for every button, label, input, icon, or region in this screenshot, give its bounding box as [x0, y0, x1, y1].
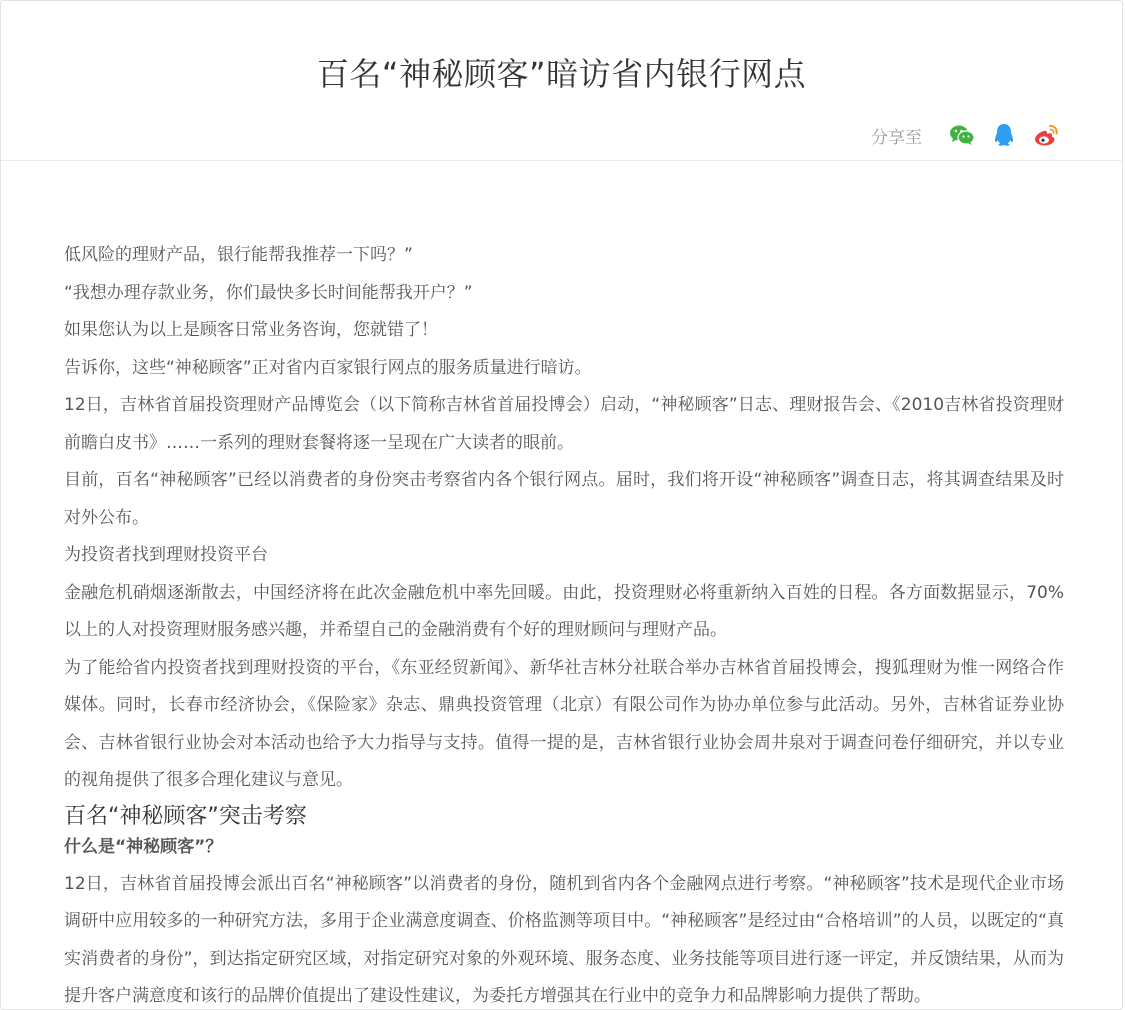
weibo-icon[interactable]: [1032, 121, 1060, 149]
article-paragraph: 为了能给省内投资者找到理财投资的平台，《东亚经贸新闻》、新华社吉林分社联合举办吉林省首届投博会，搜狐理财为惟一网络合作媒体。同时，长春市经济协会，《保险家》杂志、鼎典投资管理（北京）有限公司作为协办单位参与此活动。另外，吉林省证券业协会、吉林省银行业协会对本活动也给予大力指导与支持。值得一提的是，吉林省银行业协会周井泉对于调查问卷仔细研究，并以专业的视角提供了很多合理化建议与意见。: [64, 650, 1064, 800]
article-paragraph: 金融危机硝烟逐渐散去，中国经济将在此次金融危机中率先回暖。由此，投资理财必将重新纳入百姓的日程。各方面数据显示，70%以上的人对投资理财服务感兴趣，并希望自己的金融消费有个好的理财顾问与理财产品。: [64, 575, 1064, 650]
article-header: [1, 1, 1122, 161]
article-paragraph: 如果您认为以上是顾客日常业务咨询，您就错了！: [64, 312, 1064, 350]
article-title: 百名“神秘顾客”暗访省内银行网点: [1, 51, 1122, 97]
article-paragraph: 12日，吉林省首届投博会派出百名“神秘顾客”以消费者的身份，随机到省内各个金融网点进行考察。“神秘顾客”技术是现代企业市场调研中应用较多的一种研究方法，多用于企业满意度调查、价格监测等项目中。“神秘顾客”是经过由“合格培训”的人员，以既定的“真实消费者的身份”，到达指定研究区域，对指定研究对象的外观环境、服务态度、业务技能等项目进行逐一评定，并反馈结果，从而为提升客户满意度和该行的品牌价值提出了建设性建议，为委托方增强其在行业中的竞争力和品牌影响力提供了帮助。: [64, 866, 1064, 1010]
article-paragraph: 目前，百名“神秘顾客”已经以消费者的身份突击考察省内各个银行网点。届时，我们将开设“神秘顾客”调查日志，将其调查结果及时对外公布。: [64, 462, 1064, 537]
article-body: [64, 237, 1064, 1010]
wechat-icon[interactable]: [948, 121, 976, 149]
article-paragraph: 告诉你，这些“神秘顾客”正对省内百家银行网点的服务质量进行暗访。: [64, 350, 1064, 388]
article-paragraph: 12日，吉林省首届投资理财产品博览会（以下简称吉林省首届投博会）启动，“神秘顾客”日志、理财报告会、《2010吉林省投资理财前瞻白皮书》……一系列的理财套餐将逐一呈现在广大读者的眼前。: [64, 387, 1064, 462]
sub-heading: 什么是“神秘顾客”？: [64, 832, 1064, 862]
article-paragraph: “我想办理存款业务，你们最快多长时间能帮我开户？”: [64, 275, 1064, 313]
article-paragraph: 为投资者找到理财投资平台: [64, 537, 1064, 575]
qq-icon[interactable]: [990, 121, 1018, 149]
section-heading: 百名“神秘顾客”突击考察: [64, 802, 1064, 832]
article-paragraph: 低风险的理财产品，银行能帮我推荐一下吗？”: [64, 237, 1064, 275]
share-label: 分享至: [871, 123, 922, 148]
share-bar: [871, 121, 1060, 149]
